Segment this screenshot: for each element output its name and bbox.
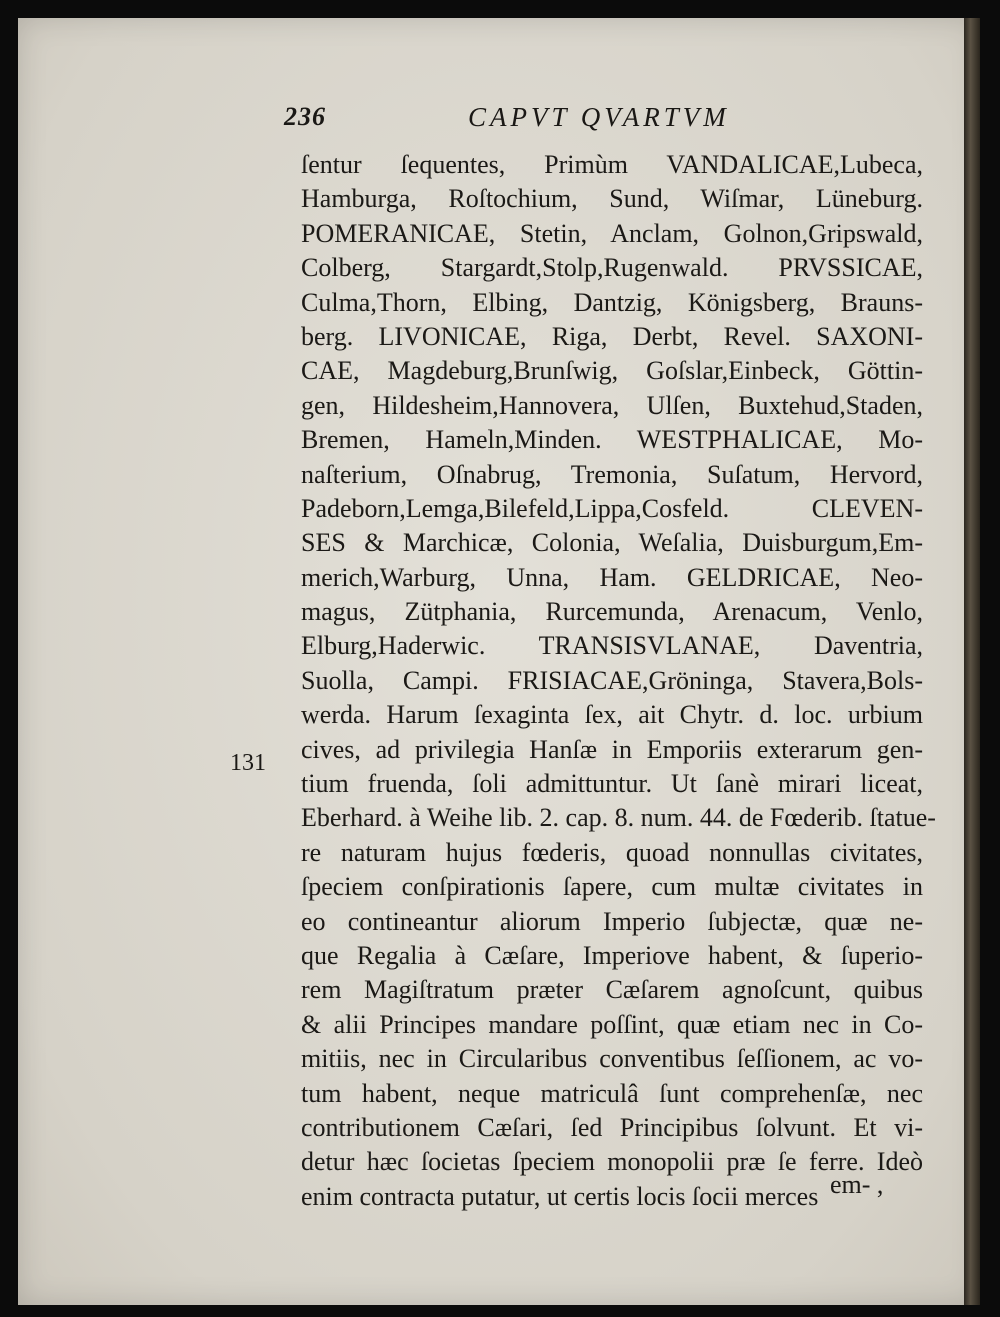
text-line: SES & Marchicæ, Colonia, Weſalia, Duisburgum,Em- xyxy=(301,528,923,558)
text-line: contributionem Cæſari, ſed Principibus ſolvunt. Et vi- xyxy=(301,1112,923,1142)
text-line: tum habent, neque matriculâ ſunt comprehenſæ, nec xyxy=(301,1078,923,1108)
catchword: em- , xyxy=(830,1170,884,1199)
text-line: rem Magiſtratum præter Cæſarem agnoſcunt, quibus xyxy=(301,975,923,1005)
page-edge-shadow xyxy=(964,18,980,1305)
text-line: Suolla, Campi. FRISIACAE,Gröninga, Stavera,Bols- xyxy=(301,665,923,695)
text-line: re naturam hujus fœderis, quoad nonnullas civitates, xyxy=(301,837,923,867)
text-line: ſentur ſequentes, Primùm VANDALICAE,Lubeca, xyxy=(301,150,923,179)
text-line: que Regalia à Cæſare, Imperiove habent, & ſuperio- xyxy=(301,940,923,970)
text-line: magus, Zütphania, Rurcemunda, Arenacum, Venlo, xyxy=(301,597,923,627)
body-text xyxy=(301,148,936,1214)
text-line: enim contracta putatur, ut certis locis ſocii merces xyxy=(301,1181,819,1211)
text-line: mitiis, nec in Circularibus conventibus ſeſſionem, ac vo- xyxy=(301,1044,923,1074)
text-line: eo contineantur aliorum Imperio ſubjectæ, quæ ne- xyxy=(301,906,923,936)
text-line: gen, Hildesheim,Hannovera, Ulſen, Buxtehud,Staden, xyxy=(301,390,923,420)
text-line: detur hæc ſocietas ſpeciem monopolii præ ſe ferre. Ideò xyxy=(301,1147,923,1177)
page-number: 236 xyxy=(284,102,326,131)
text-line: Padeborn,Lemga,Bilefeld,Lippa,Cosfeld. CLEVEN- xyxy=(301,493,923,523)
text-line: Eberhard. à Weihe lib. 2. cap. 8. num. 44. de Fœderib. ſtatue- xyxy=(301,803,936,833)
margin-note: 131 xyxy=(230,750,266,776)
paper-leaf xyxy=(18,18,980,1305)
text-line: CAE, Magdeburg,Brunſwig, Goſslar,Einbeck, Göttin- xyxy=(301,356,923,386)
text-line: Hamburga, Roſtochium, Sund, Wiſmar, Lüneburg. xyxy=(301,184,923,214)
text-line: merich,Warburg, Unna, Ham. GELDRICAE, Neo- xyxy=(301,562,923,592)
text-line: naſterium, Oſnabrug, Tremonia, Suſatum, Hervord, xyxy=(301,459,923,489)
text-line: Elburg,Haderwic. TRANSISVLANAE, Daventria, xyxy=(301,631,923,661)
text-line: Colberg, Stargardt,Stolp,Rugenwald. PRVSSICAE, xyxy=(301,253,923,283)
text-line: tium fruenda, ſoli admittuntur. Ut ſanè mirari liceat, xyxy=(301,769,923,799)
text-line: berg. LIVONICAE, Riga, Derbt, Revel. SAXONI- xyxy=(301,321,923,351)
text-line: ſpeciem conſpirationis ſapere, cum multæ civitates in xyxy=(301,872,923,902)
text-line: & alii Principes mandare poſſint, quæ etiam nec in Co- xyxy=(301,1009,923,1039)
running-head: CAPVT QVARTVM xyxy=(468,102,730,132)
text-line: Bremen, Hameln,Minden. WESTPHALICAE, Mo- xyxy=(301,425,923,455)
text-line: cives, ad privilegia Hanſæ in Emporiis exterarum gen- xyxy=(301,734,923,764)
text-line: POMERANICAE, Stetin, Anclam, Golnon,Gripswald, xyxy=(301,218,923,248)
text-line: Culma,Thorn, Elbing, Dantzig, Königsberg, Brauns- xyxy=(301,287,923,317)
text-line: werda. Harum ſexaginta ſex, ait Chytr. d. loc. urbium xyxy=(301,700,923,730)
